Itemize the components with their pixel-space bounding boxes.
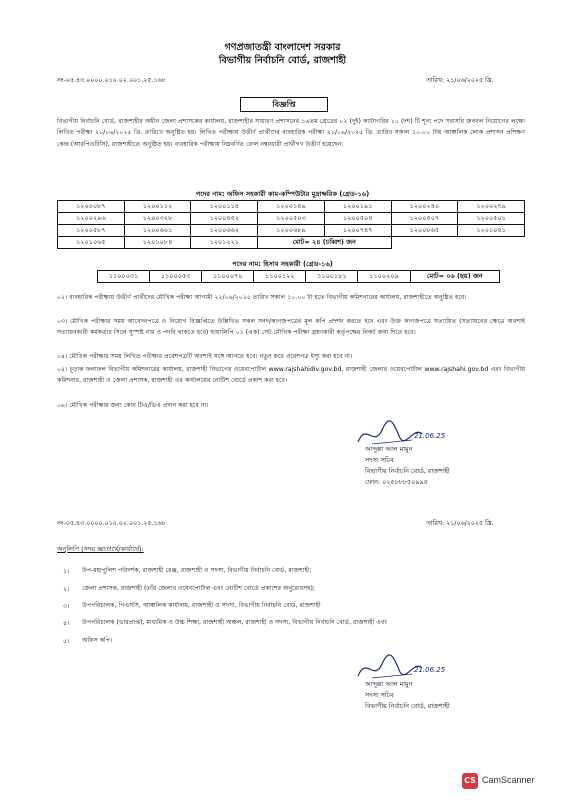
table-row [98, 271, 500, 283]
signatory-office: বিভাগীয় নির্বাচনি বোর্ড, রাজশাহী [365, 702, 450, 710]
roll-cell: ১২০১০৮৪ [124, 237, 191, 249]
roll-cell: ১২০০৬৬২ [191, 225, 258, 237]
notice-title: বিজ্ঞপ্তি [240, 97, 328, 112]
roll-cell: ১২০১০৬৫ [58, 237, 125, 249]
list-item-number: ২। [63, 586, 70, 593]
camscanner-watermark: CamScanner [482, 775, 535, 785]
roll-cell: ১২০০১১২ [124, 201, 191, 213]
memo-date: তারিখ: ২১/০৬/২০২৫ খ্রি. [426, 77, 494, 84]
roll-cell: ১১০০০৩১ [98, 271, 150, 283]
camscanner-logo-icon: CS [462, 773, 478, 789]
roll-cell: ১২০০১১৪ [191, 201, 258, 213]
roll-cell: ১২০০২৪০ [391, 201, 458, 213]
table-row [58, 237, 525, 249]
roll-cell: ১২০০৪৫২ [191, 213, 258, 225]
signatory-name: আব্দুল্লা আল মামুন [365, 680, 413, 688]
signatory-designation: সদস্য সচিব [365, 456, 394, 464]
list-item: উপপরিচালক, পিএসসি, আঞ্চলিক কার্যালয়, রাজশাহী ও সদস্য, বিভাগীয় নির্বাচনি বোর্ড, রাজশাহী [82, 602, 321, 609]
post2-roll-table [97, 270, 500, 283]
roll-cell: ১২০০৩২৮ [124, 213, 191, 225]
table-row [58, 225, 525, 237]
roll-cell: ১২০০৬৮৯ [258, 225, 325, 237]
table-row [58, 201, 525, 213]
roll-cell: ১১০০২০৯ [358, 271, 410, 283]
memo-number: নং-০৫.৪৩.০০০০.০১০.০২.০০১.২৫.১৬৮ [57, 77, 166, 84]
roll-cell: ১২০১০৫১ [458, 225, 525, 237]
table-row [58, 213, 525, 225]
list-item-number: ১। [63, 568, 70, 575]
empty-cell [458, 237, 525, 249]
roll-cell: ১২০০২৭৯ [458, 201, 525, 213]
memo2-number: নং-০৫.৪৩.০০০০.০১০.০২.০০১.২৫.১৬৮ [57, 520, 166, 527]
roll-cell: ১২০০৫৮৭ [58, 225, 125, 237]
list-item: অফিস কপি। [82, 637, 113, 644]
post2-total-cell: মোট= ০৬ (ছয়) জন [410, 271, 499, 283]
instruction-02: ০২। ব্যবহারিক পরীক্ষায় উত্তীর্ণ প্রার্থীদের মৌখিক পরীক্ষা আগামী ২২/০৬/২০২৫ তারিখ সকাল ১০.০০ টা হতে বিভাগীয় কমিশনারের কার্যালয়, রাজশাহীতে অনুষ্ঠিত হবে। [57, 294, 467, 301]
roll-cell: ১২০০২৯৬ [58, 213, 125, 225]
roll-cell: ১২০০৫০৪ [324, 213, 391, 225]
list-item: উপ-মহাপুলিশ পরিদর্শক, রাজশাহী রেঞ্জ, রাজশাহী ও সদস্য, বিভাগীয় নির্বাচনি বোর্ড, রাজশাহী; [82, 567, 312, 574]
intro-paragraph: বিভাগীয় নির্বাচনি বোর্ড, রাজশাহীর অধীন জেলা প্রশাসকের কার্যালয়, রাজশাহীর সাধারণ প্রশাসনের ১৬তম গ্রেডের ০২ (দুই) ক্যাটাগরির ১০ (দশ) টি শূন্য পদে সরাসরি জনবল নিয়োগের লক্ষ্যে লিখিত পরীক্ষা ২০/০৬/২০২৫ খ্রি. তারিখে অনুষ্ঠিত হয়। লিখিত পরীক্ষায় উত্তীর্ণ প্রার্থীদের ব্যবহারিক পরীক্ষা ২১/০৬/২০২৫ খ্রি. তারিখ সকাল ১০.০০ টায় আঞ্চলিক লোক প্রশাসন প্রশিক্ষণ কেন্দ্র (আরপিএটিসি), রাজশাহীতে অনুষ্ঠিত হয়। ব্যবহারিক পরীক্ষায় নিম্নবর্ণিত রোল নম্বরধারী প্রার্থীগণ উত্তীর্ণ হয়েছেন: [57, 118, 525, 148]
signature-2-date: 21.06.25 [414, 666, 446, 674]
signatory-name: আব্দুল্লা আল মামুন [365, 445, 413, 453]
cc-heading: অনুলিপি (সদয় জ্ঞাতার্থে/কার্যার্থে): [57, 545, 144, 553]
post1-title: পদের নাম: অফিস সহকারী কাম-কম্পিউটার মুদ্রাক্ষরিক (গ্রেড-১৬) [195, 190, 370, 198]
signatory-phone: ফোন: ০২৫৮৮৮৫০৯৯৫ [365, 478, 428, 486]
roll-cell: ১১০০১৮১ [306, 271, 358, 283]
list-item: জেলা প্রশাসক, রাজশাহী (তাঁর জেলার ওয়েবপোর্টাল এবং নোটিশ বোর্ডে প্রকাশের অনুরোধসহ); [82, 585, 316, 592]
list-item-number: ৩। [63, 603, 70, 610]
post2-title: পদের নাম: হিসাব সহকারী (গ্রেড-১৬) [232, 260, 333, 268]
instruction-03: ০৩। মৌখিক পরীক্ষার সময় আবেদনপত্রে ও নিয়োগ বিজ্ঞপ্তিতে উল্লিখিত সকল সনদ/কাগজপত্রের মূল কপি প্রদর্শন করতে হবে এবং উক্ত কাগজপত্রে সত্যায়িত (সত্যায়নের ক্ষেত্রে অবশ্যই সত্যায়নকারী কর্মকর্তার সিলে সুস্পষ্ট নাম ও পদবি থাকতে হবে) ছায়ালিপি ০১ (এক) সেট মৌখিক পরীক্ষা গ্রহণকারী কর্তৃপক্ষের নিকট জমা দিতে হবে। [57, 318, 525, 337]
roll-cell: ১২০০৭৪৭ [324, 225, 391, 237]
roll-cell: ১২০০৫০৭ [391, 213, 458, 225]
roll-cell: ১২০০৫০১ [458, 213, 525, 225]
instruction-05: ০৫। চূড়ান্ত ফলাফল বিভাগীয় কমিশনারের কার্যালয়, রাজশাহী বিভাগের ওয়েবপোর্টাল www.rajshahidiv.gov.bd, রাজশাহী জেলার ওয়েবপোর্টাল www.rajshahi.gov.bd এবং বিভাগীয় কমিশনার, রাজশাহী ও জেলা প্রশাসক, রাজশাহী এর কার্যালয়ের নোটিশ বোর্ডে প্রকাশ করা হবে। [57, 366, 525, 385]
list-item: উপপরিচালক (ভারপ্রাপ্ত), মাধ্যমিক ও উচ্চ শিক্ষা, রাজশাহী অঞ্চল, রাজশাহী ও সদস্য, বিভাগীয় নির্বাচনি বোর্ড, রাজশাহী এবং [82, 619, 388, 626]
roll-cell: ১২০০৫০৩ [258, 213, 325, 225]
post1-roll-table [57, 200, 525, 249]
roll-cell: ১২০০১৯১ [324, 201, 391, 213]
post1-total-cell: মোট= ২৪ (চব্বিশ) জন [258, 237, 391, 249]
roll-cell: ১১০০০৭০ [202, 271, 254, 283]
signature-1-date: 21.06.25 [414, 432, 446, 440]
roll-cell: ১২০০৮৬৫ [391, 225, 458, 237]
signature-1-block [365, 444, 450, 488]
roll-cell: ১২০০০৮৭ [58, 201, 125, 213]
roll-cell: ১১০০০৫৩ [150, 271, 202, 283]
empty-cell [391, 237, 458, 249]
signatory-office: বিভাগীয় নির্বাচনি বোর্ড, রাজশাহী [365, 467, 450, 475]
government-heading: গণপ্রজাতন্ত্রী বাংলাদেশ সরকার [224, 42, 341, 53]
signatory-designation: সদস্য সচিব [365, 691, 394, 699]
memo2-date: তারিখ: ২১/০৬/২০২৫ খ্রি. [426, 520, 494, 527]
roll-cell: ১২০১২২১ [191, 237, 258, 249]
list-item-number: ৪। [63, 620, 70, 627]
instruction-06: ০৬। মৌখিক পরীক্ষার জন্য কোন টিএ/ডিএ প্রদান করা হবে না। [57, 402, 209, 409]
signature-2-block [365, 679, 450, 712]
list-item-number: ৫। [63, 638, 70, 645]
board-heading: বিভাগীয় নির্বাচনি বোর্ড, রাজশাহী [218, 55, 347, 66]
roll-cell: ১১০০১২২ [254, 271, 306, 283]
instruction-04: ০৪। মৌখিক পরীক্ষার সময় লিখিত পরীক্ষার প্রবেশপত্রটি অবশ্যই সঙ্গে আনতে হবে। নতুন করে প্রবেশপত্র ইস্যু করা হবে না। [57, 353, 353, 360]
roll-cell: ১২০০১৪৯ [258, 201, 325, 213]
roll-cell: ১২০০৬০১ [124, 225, 191, 237]
